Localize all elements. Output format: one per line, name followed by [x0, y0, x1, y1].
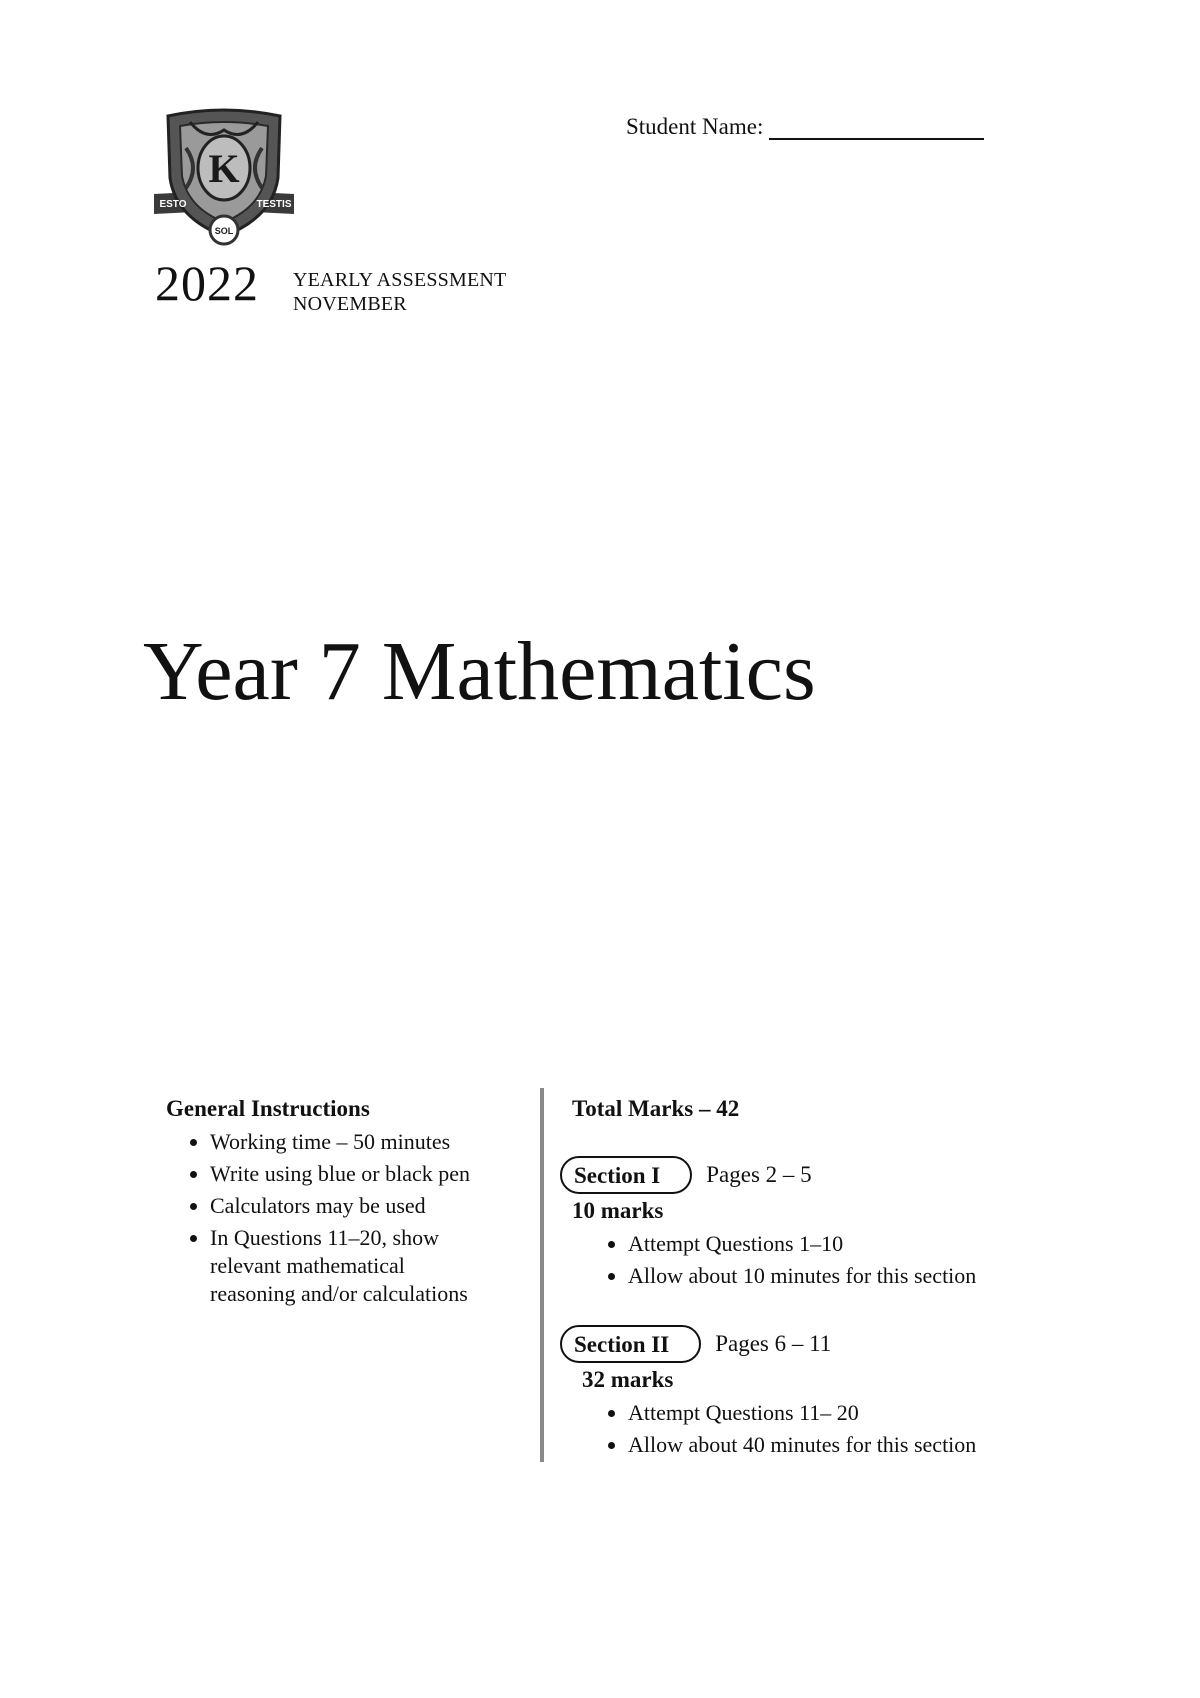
list-item: • Calculators may be used: [210, 1190, 526, 1222]
svg-text:TESTIS: TESTIS: [256, 199, 292, 210]
section-1-pages: Pages 2 – 5: [706, 1162, 812, 1187]
svg-text:SOL: SOL: [214, 226, 234, 236]
list-item: • Allow about 40 minutes for this section: [628, 1429, 1060, 1461]
school-crest-logo: [150, 108, 298, 248]
svg-text:ESTO: ESTO: [159, 199, 187, 210]
list-item: • Attempt Questions 1–10: [628, 1228, 1060, 1260]
list-item-line: reasoning and/or calculations: [210, 1281, 468, 1306]
svg-text:K: K: [208, 146, 240, 191]
list-item: • Attempt Questions 11– 20: [628, 1397, 1060, 1429]
list-item: [210, 1222, 526, 1308]
exam-year: 2022: [155, 255, 259, 311]
list-item-line: • In Questions 11–20, show: [210, 1225, 439, 1250]
student-name-label: Student Name:: [626, 114, 764, 139]
section-2-list: [560, 1397, 1060, 1461]
list-item: • Allow about 10 minutes for this section: [628, 1260, 1060, 1292]
assessment-line-2: NOVEMBER: [293, 293, 407, 315]
student-name-field: [626, 114, 984, 140]
section-1-label: Section I: [560, 1156, 692, 1194]
column-divider: [540, 1088, 544, 1462]
section-2-label: Section II: [560, 1325, 701, 1363]
total-marks: Total Marks – 42: [572, 1096, 740, 1121]
page-title: Year 7 Mathematics: [143, 625, 816, 718]
assessment-line-1: YEARLY ASSESSMENT: [293, 269, 507, 291]
general-instructions: [166, 1094, 526, 1308]
student-name-blank: [769, 116, 984, 140]
general-instructions-heading: General Instructions: [166, 1096, 370, 1121]
section-2: [560, 1325, 1060, 1461]
list-item: • Write using blue or black pen: [210, 1158, 526, 1190]
section-1-marks: 10 marks: [572, 1198, 664, 1223]
general-instructions-list: [166, 1126, 526, 1308]
list-item: • Working time – 50 minutes: [210, 1126, 526, 1158]
section-2-pages: Pages 6 – 11: [715, 1331, 832, 1356]
assessment-type: [293, 268, 506, 316]
list-item-line: relevant mathematical: [210, 1253, 405, 1278]
section-1: [560, 1156, 1060, 1292]
section-2-marks: 32 marks: [582, 1367, 674, 1392]
section-1-list: [560, 1228, 1060, 1292]
